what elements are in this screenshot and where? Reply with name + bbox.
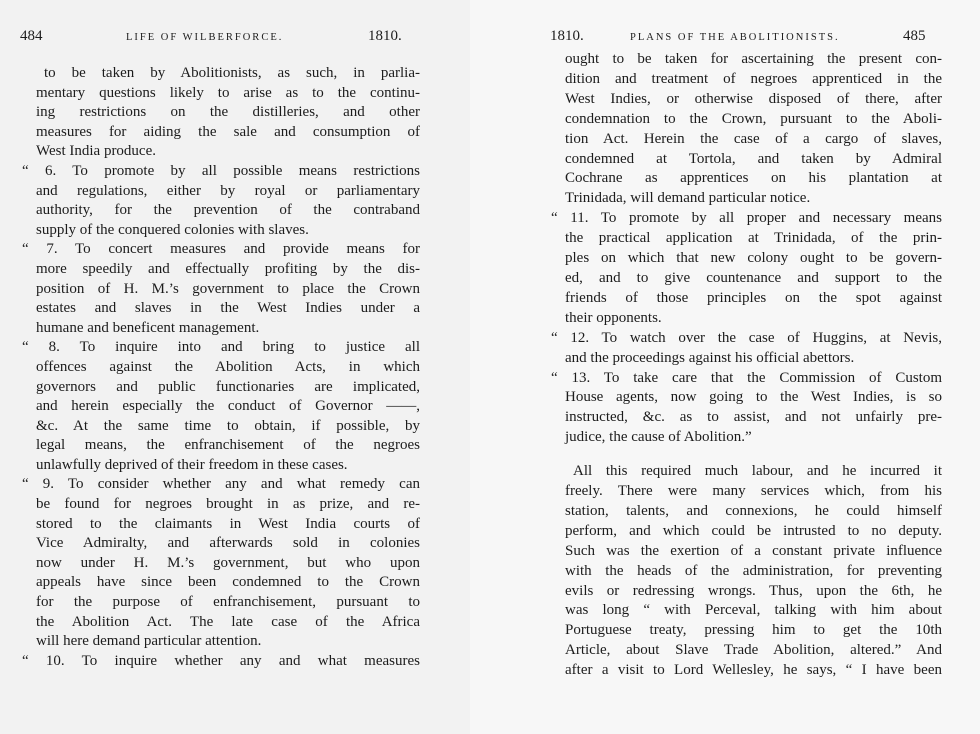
text-line: after a visit to Lord Wellesley, he says, “ I have been — [565, 662, 942, 679]
page-number-right: 485 — [903, 28, 926, 44]
text-line: mentary questions likely to arise as to the continu- — [36, 84, 420, 101]
text-line: governors and public functionaries are implicated, — [36, 378, 420, 395]
text-line: legal means, the enfranchisement of the negroes — [36, 437, 420, 454]
text-line: the Abolition Act. The late case of the Africa — [36, 613, 420, 630]
running-head-right: PLANS OF THE ABOLITIONISTS. — [630, 32, 840, 43]
text-line: their opponents. — [565, 309, 662, 326]
text-line: ples on which that new colony ought to be govern- — [565, 250, 942, 267]
text-line: perform, and which could be intrusted to no deputy. — [565, 522, 942, 539]
text-line: “ 10. To inquire whether any and what measures — [22, 652, 420, 669]
text-line: “ 11. To promote by all proper and necessary means — [551, 210, 942, 227]
text-line: “ 8. To inquire into and bring to justice all — [22, 339, 420, 356]
text-line: &c. At the same time to obtain, if possible, by — [36, 417, 420, 434]
left-page-body — [22, 64, 420, 671]
right-page — [470, 0, 980, 734]
text-line: with the heads of the administration, for preventing — [565, 562, 942, 579]
text-line: condemnation to the Crown, pursuant to the Aboli- — [565, 110, 942, 127]
text-line: station, talents, and connexions, he could himself — [565, 502, 942, 519]
right-page-body — [551, 50, 942, 681]
text-line: freely. There were many services which, from his — [565, 483, 942, 500]
left-page-header — [0, 28, 470, 52]
text-line: be found for negroes brought in as prize, and re- — [36, 496, 420, 513]
text-line: humane and beneficent management. — [36, 319, 260, 336]
year-left: 1810. — [368, 28, 402, 44]
text-line: condemned at Tortola, and taken by Admiral — [565, 150, 942, 167]
text-line: authority, for the prevention of the contraband — [36, 202, 420, 219]
text-line: more speedily and effectually profiting by the dis- — [36, 260, 420, 277]
text-line: position of H. M.’s government to place the Crown — [36, 280, 420, 297]
text-line: appeals have since been condemned to the Crown — [36, 574, 420, 591]
text-line: now under H. M.’s government, but who upon — [36, 554, 420, 571]
text-line: evils or redressing wrongs. Thus, upon the 6th, he — [565, 582, 942, 599]
text-line: judice, the cause of Abolition.” — [565, 429, 752, 446]
text-line: and herein especially the conduct of Governor ——, — [36, 398, 420, 415]
text-line: measures for aiding the sale and consumption of — [36, 123, 420, 140]
text-line: “ 13. To take care that the Commission of Custom — [551, 369, 942, 386]
right-page-header — [470, 28, 980, 52]
text-line: Portuguese treaty, pressing him to get the 10th — [565, 622, 942, 639]
text-line: was long “ with Perceval, talking with him about — [565, 602, 942, 619]
text-line: ing restrictions on the distilleries, and other — [36, 104, 420, 121]
page-number-left: 484 — [20, 28, 43, 44]
text-line: the practical application at Trinidada, of the prin- — [565, 230, 942, 247]
text-line: ed, and to give countenance and support to the — [565, 269, 942, 286]
text-line: All this required much labour, and he incurred it — [573, 463, 942, 480]
text-line: stored to the claimants in West India courts of — [36, 515, 420, 532]
text-line: estates and slaves in the West Indies under a — [36, 300, 420, 317]
left-page — [0, 0, 470, 734]
text-line: unlawfully deprived of their freedom in these cases. — [36, 456, 348, 473]
text-line: to be taken by Abolitionists, as such, in parlia- — [44, 65, 420, 81]
text-line: dition and treatment of negroes apprenticed in the — [565, 70, 942, 87]
text-line: will here demand particular attention. — [36, 633, 262, 650]
text-line: “ 12. To watch over the case of Huggins, at Nevis, — [551, 329, 942, 346]
text-line: and regulations, either by royal or parliamentary — [36, 182, 420, 199]
text-line: Vice Admiralty, and afterwards sold in colonies — [36, 535, 420, 552]
text-line — [565, 448, 942, 462]
year-right: 1810. — [550, 28, 584, 44]
text-line: “ 6. To promote by all possible means restrictions — [22, 162, 420, 179]
text-line: supply of the conquered colonies with slaves. — [36, 221, 309, 238]
text-line: House agents, now going to the West Indies, is so — [565, 389, 942, 406]
text-line: ought to be taken for ascertaining the present con- — [565, 51, 942, 67]
text-line: “ 7. To concert measures and provide means for — [22, 241, 420, 258]
text-line: “ 9. To consider whether any and what remedy can — [22, 476, 420, 493]
text-line: friends of those principles on the spot against — [565, 289, 942, 306]
text-line: West India produce. — [36, 143, 156, 160]
text-line: West Indies, or otherwise disposed of there, after — [565, 90, 942, 107]
text-line: offences against the Abolition Acts, in which — [36, 358, 420, 375]
running-head-left: LIFE OF WILBERFORCE. — [126, 32, 284, 43]
text-line: Trinidada, will demand particular notice. — [565, 190, 811, 207]
text-line: Such was the exertion of a constant private influence — [565, 542, 942, 559]
text-line: Article, about Slave Trade Abolition, altered.” And — [565, 642, 942, 659]
text-line: tion Act. Herein the case of a cargo of slaves, — [565, 130, 942, 147]
text-line: instructed, &c. as to assist, and not unfairly pre- — [565, 409, 942, 426]
text-line: for the purpose of enfranchisement, pursuant to — [36, 594, 420, 611]
text-line: Cochrane as apprentices on his plantation at — [565, 170, 942, 187]
text-line: and the proceedings against his official abettors. — [565, 349, 855, 366]
